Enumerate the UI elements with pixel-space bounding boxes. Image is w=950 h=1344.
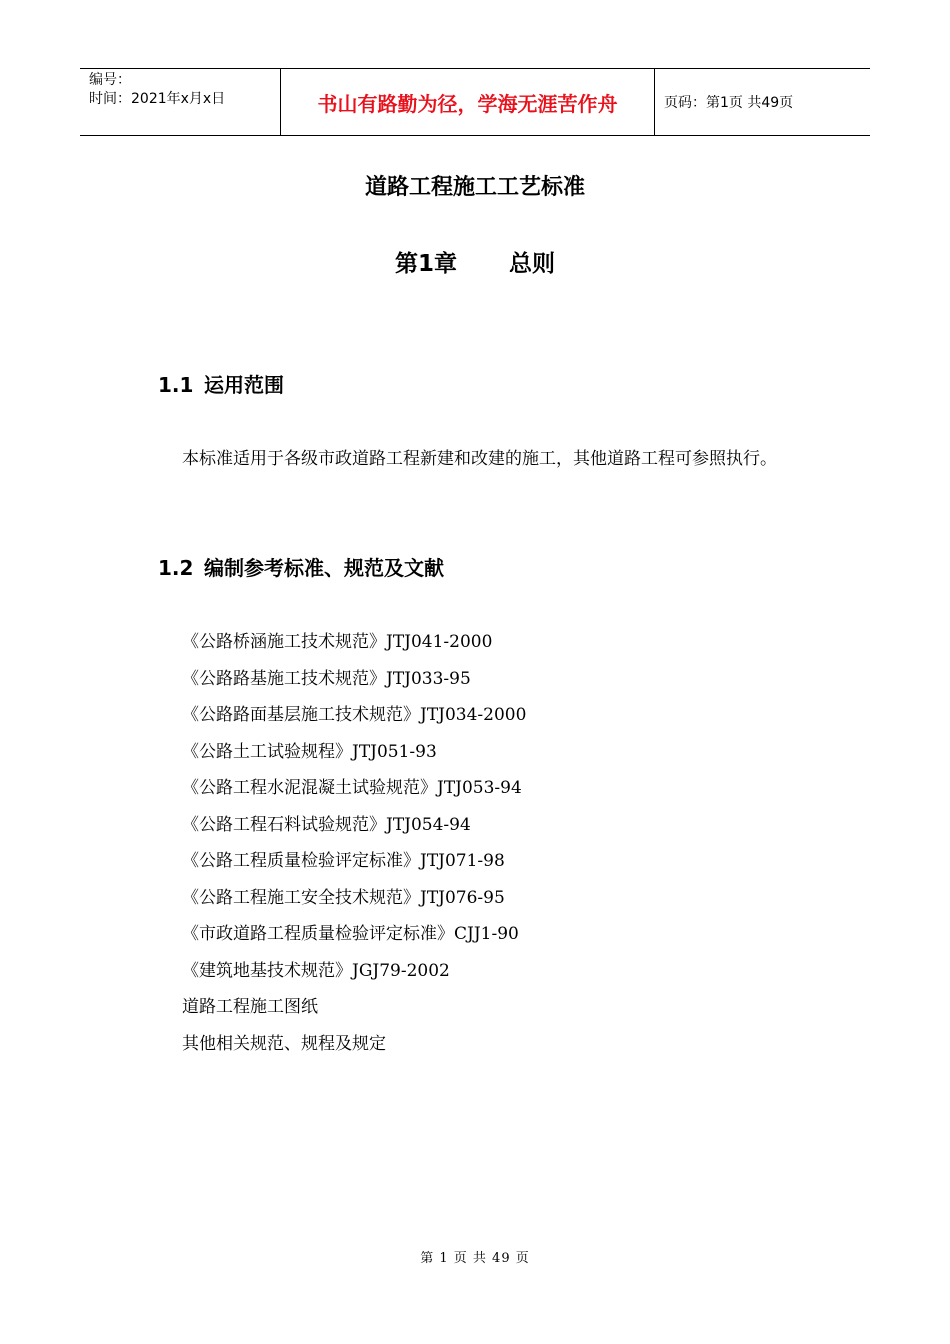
list-item: 其他相关规范、规程及规定 — [182, 1033, 386, 1054]
document-title: 道路工程施工工艺标准 — [364, 175, 585, 200]
section-heading-references — [158, 552, 444, 581]
scope-paragraph: 本标准适用于各级市政道路工程新建和改建的施工，其他道路工程可参照执行。 — [182, 449, 777, 469]
page-header — [80, 68, 870, 136]
list-item: 《公路工程施工安全技术规范》JTJ076-95 — [182, 887, 505, 908]
reference-list — [182, 624, 526, 1062]
list-item: 《公路桥涵施工技术规范》JTJ041-2000 — [182, 632, 493, 652]
document-time-label: 时间：2021年x月x日 — [89, 91, 226, 107]
header-meta — [80, 69, 281, 135]
chapter-title: 总则 — [509, 251, 555, 277]
section-title: 编制参考标准、规范及文献 — [204, 556, 444, 580]
header-motto: 书山有路勤为径，学海无涯苦作舟 — [281, 69, 655, 135]
section-number: 1.1 — [158, 373, 194, 397]
list-item: 《公路工程水泥混凝土试验规范》JTJ053-94 — [182, 778, 522, 798]
section-title: 运用范围 — [204, 373, 284, 397]
chapter-heading — [0, 245, 950, 278]
page-footer: 第 1 页 共 49 页 — [420, 1251, 530, 1266]
list-item: 《公路工程质量检验评定标准》JTJ071-98 — [182, 851, 505, 871]
list-item: 《公路路基施工技术规范》JTJ033-95 — [182, 668, 471, 689]
section-heading-scope — [158, 369, 284, 398]
chapter-number: 第1章 — [394, 251, 457, 277]
list-item: 《市政道路工程质量检验评定标准》CJJ1-90 — [182, 924, 519, 944]
section-number: 1.2 — [158, 556, 194, 580]
list-item: 《建筑地基技术规范》JGJ79-2002 — [182, 960, 450, 981]
list-item: 《公路土工试验规程》JTJ051-93 — [182, 741, 437, 762]
list-item: 《公路路面基层施工技术规范》JTJ034-2000 — [182, 705, 527, 725]
header-page-info: 页码：第1页 共49页 — [664, 95, 794, 111]
list-item: 道路工程施工图纸 — [182, 997, 318, 1017]
list-item: 《公路工程石料试验规范》JTJ054-94 — [182, 814, 471, 835]
document-number-label: 编号： — [89, 72, 131, 88]
